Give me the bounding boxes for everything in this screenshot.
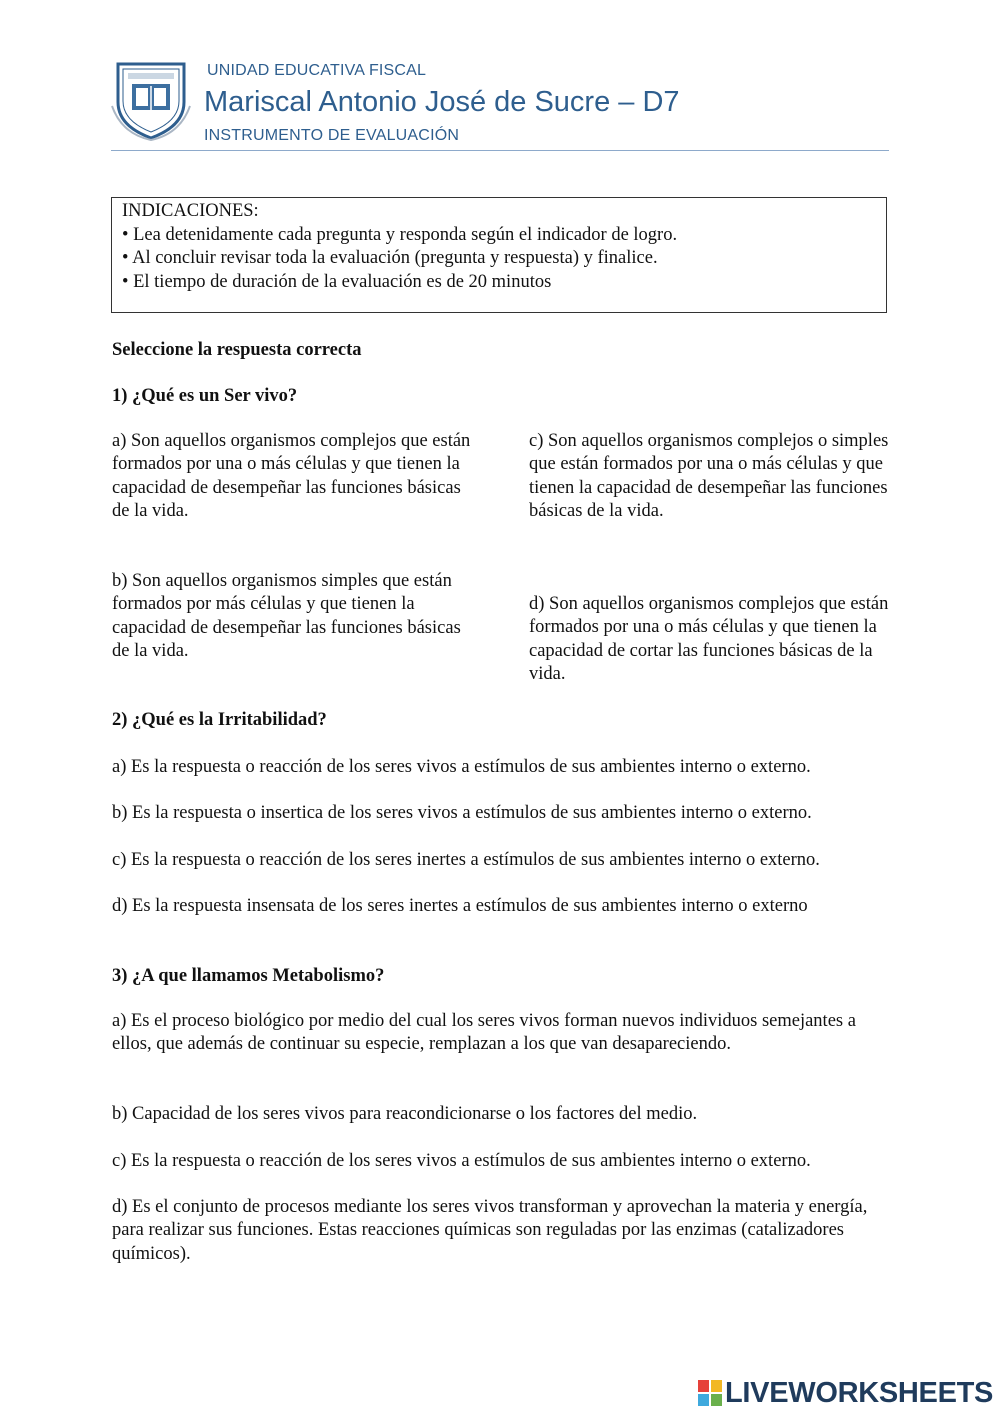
question-3-option-b: b) Capacidad de los seres vivos para reacondicionarse o los factores del medio. (112, 1104, 698, 1124)
question-1-option-a: a) Son aquellos organismos complejos que están formados por una o más células y que tienen la capacidad de desempeñar las funciones básicas de la vida. (112, 431, 471, 522)
school-type-label: UNIDAD EDUCATIVA FISCAL (207, 62, 427, 79)
question-1-title: 1) ¿Qué es un Ser vivo? (112, 386, 298, 406)
question-2-option-d: d) Es la respuesta insensata de los seres inertes a estímulos de sus ambientes interno o externo (112, 896, 808, 916)
question-2-option-a: a) Es la respuesta o reacción de los seres vivos a estímulos de sus ambientes interno o externo. (112, 757, 811, 777)
instruction-item: • Lea detenidamente cada pregunta y responda según el indicador de logro. (122, 224, 678, 245)
school-name-title: Mariscal Antonio José de Sucre – D7 (204, 86, 680, 118)
question-3-option-d: d) Es el conjunto de procesos mediante los seres vivos transforman y aprovechan la materia y energía, para realizar sus funciones. Estas reacciones químicas son reguladas por las enzimas (catalizadores químicos). (112, 1197, 868, 1264)
document-type-label: INSTRUMENTO DE EVALUACIÓN (204, 127, 460, 144)
question-1-option-c: c) Son aquellos organismos complejos o simples que están formados por una o más células y que tienen la capacidad de desempeñar las funciones básicas de la vida. (529, 431, 889, 522)
liveworksheets-wordmark: LIVEWORKSHEETS (725, 1376, 994, 1409)
question-1-option-b: b) Son aquellos organismos simples que están formados por más células y que tienen la capacidad de desempeñar las funciones básicas de la vida. (112, 571, 461, 662)
section-title: Seleccione la respuesta correcta (112, 340, 362, 360)
question-3-title: 3) ¿A que llamamos Metabolismo? (112, 966, 385, 986)
question-2-title: 2) ¿Qué es la Irritabilidad? (112, 710, 327, 730)
liveworksheets-watermark (697, 1375, 993, 1411)
question-1-option-d: d) Son aquellos organismos complejos que están formados por una o más células y que tienen la capacidad de cortar las funciones básicas de la vida. (529, 594, 889, 685)
instruction-item: • El tiempo de duración de la evaluación es de 20 minutos (122, 271, 552, 292)
question-2-option-c: c) Es la respuesta o reacción de los seres inertes a estímulos de sus ambientes interno o externo. (112, 850, 820, 870)
question-2-option-b: b) Es la respuesta o insertica de los seres vivos a estímulos de sus ambientes interno o externo. (112, 803, 812, 823)
question-3-option-c: c) Es la respuesta o reacción de los seres vivos a estímulos de sus ambientes interno o externo. (112, 1151, 811, 1171)
instructions-box (111, 197, 887, 313)
question-3-option-a: a) Es el proceso biológico por medio del cual los seres vivos forman nuevos individuos semejantes a ellos, que además de continuar su especie, remplazan a los que van desapareciendo. (112, 1011, 856, 1055)
liveworksheets-logo-icon (697, 1379, 723, 1407)
instruction-item: • Al concluir revisar toda la evaluación (pregunta y respuesta) y finalice. (122, 248, 658, 268)
instructions-heading: INDICACIONES: (122, 201, 259, 221)
school-crest-logo (108, 56, 194, 142)
header-divider (111, 150, 889, 151)
